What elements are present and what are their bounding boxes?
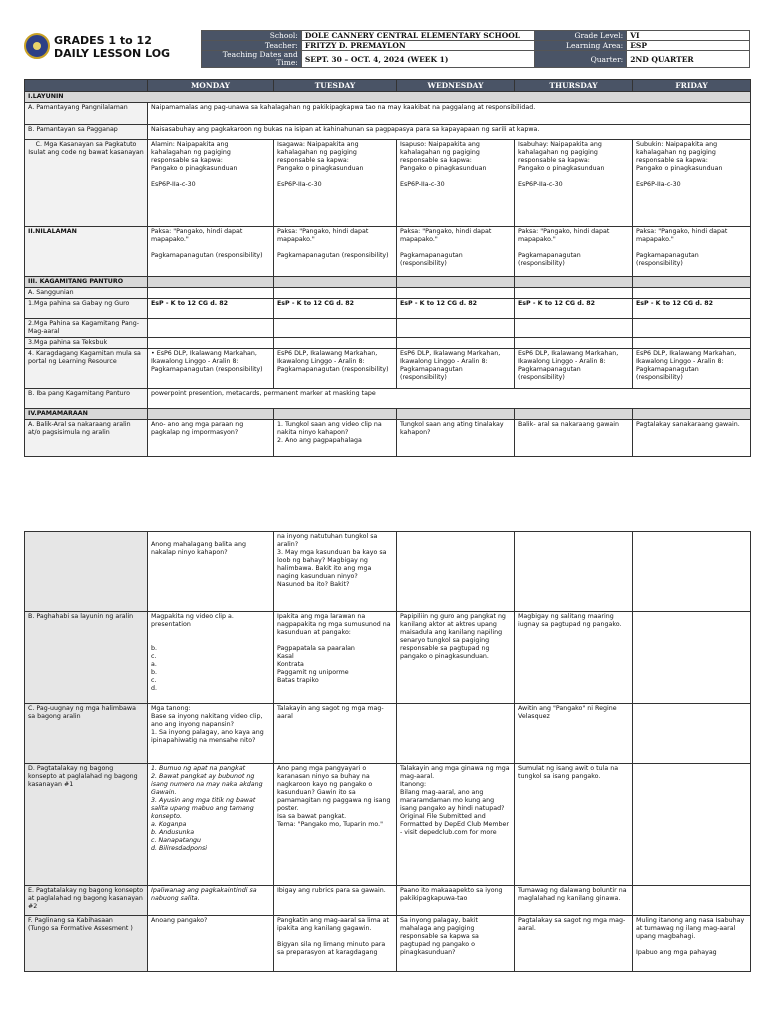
pag-uugnay-thursday: Awitin ang "Pangako" ni Regine Velasquez	[515, 704, 633, 764]
section-kagamitang-blank-5	[633, 277, 751, 288]
section-kagamitang-blank-4	[515, 277, 633, 288]
gabay-friday: EsP - K to 12 CG d. 82	[633, 299, 751, 319]
dates-value: SEPT. 30 – OCT. 4, 2024 (WEEK 1)	[301, 51, 535, 68]
sanggunian-blank-5	[633, 288, 751, 299]
pagtatalakay-2-friday	[633, 886, 751, 916]
balik-aral-cont-tuesday: na inyong natutuhan tungkol sa aralin? 3. May mga kasunduan ba kayo sa loob ng bahay? Magbigay ng halimbawa. Bakit ito ang mga naging kasunduan ninyo? Nasunod ba ito? Bakit?	[274, 532, 397, 612]
paglinang-thursday: Pagtalakay sa sagot ng mga mag-aaral.	[515, 916, 633, 972]
quarter-value: 2ND QUARTER	[627, 51, 750, 68]
area-value: ESP	[627, 41, 750, 51]
section-kagamitang-blank-2	[274, 277, 397, 288]
lr-wednesday: EsP6 DLP, Ikalawang Markahan, Ikawalong Linggo - Aralin 8: Pagkamapanagutan (responsibility)	[397, 349, 515, 389]
pagtatalakay-2-wednesday: Paano ito makaaapekto sa iyong pakikipagkapuwa-tao	[397, 886, 515, 916]
kagamitan-aaral-blank-4	[515, 319, 633, 338]
teacher-label: Teacher:	[202, 41, 302, 51]
paglinang-monday: Anoang pangako?	[148, 916, 274, 972]
area-label: Learning Area:	[535, 41, 627, 51]
sanggunian-blank-4	[515, 288, 633, 299]
paghahabi-thursday: Magbigay ng salitang maaring iugnay sa pagtupad ng pangako.	[515, 612, 633, 704]
row-label-iba-pang-kagamitan: B. Iba pang Kagamitang Panturo	[25, 389, 148, 409]
dates-label	[202, 51, 302, 68]
kasanayan-friday: Subukin: Naipapakita ang kahalagahan ng pagiging responsable sa kapwa: Pangako o pinagkasunduan EsP6P-IIa-c-30	[633, 140, 751, 227]
lesson-grid-page-2	[24, 531, 751, 972]
iba-pang-kagamitan-text: powerpoint presention, metacards, permanent marker at masking tape	[148, 389, 751, 409]
paghahabi-friday	[633, 612, 751, 704]
kasanayan-tuesday: Isagawa: Naipapakita ang kahalagahan ng pagiging responsable sa kapwa: Pangako o pinagkasunduan EsP6P-IIa-c-30	[274, 140, 397, 227]
kagamitan-aaral-blank-1	[148, 319, 274, 338]
kagamitan-aaral-blank-5	[633, 319, 751, 338]
grade-label: Grade Level:	[535, 31, 627, 41]
balik-aral-cont-wednesday	[397, 532, 515, 612]
kasanayan-wednesday: Isapuso: Naipapakita ang kahalagahan ng pagiging responsable sa kapwa: Pangako o pinagkasunduan EsP6P-IIa-c-30	[397, 140, 515, 227]
school-label: School:	[202, 31, 302, 41]
sanggunian-blank-3	[397, 288, 515, 299]
title-line-2: DAILY LESSON LOG	[54, 47, 171, 60]
sanggunian-blank-2	[274, 288, 397, 299]
section-kagamitang-blank-1	[148, 277, 274, 288]
balik-aral-tuesday: 1. Tungkol saan ang video clip na nakita ninyo kahapon? 2. Ano ang pagpapahalaga	[274, 420, 397, 457]
row-label-pagtatalakay-2: E. Pagtatalakay ng bagong konsepto at paglalahad ng bagong kasanayan #2	[25, 886, 148, 916]
pag-uugnay-monday: Mga tanong: Base sa inyong nakitang video clip, ano ang inyong napansin? 1. Sa inyong palagay, ano kaya ang ipinapahiwatig na mensahe nito?	[148, 704, 274, 764]
paglinang-tuesday: Pangkatin ang mag-aaral sa lima at ipakita ang kanilang gagawin. Bigyan sila ng limang minuto para sa preparasyon at karagdagang	[274, 916, 397, 972]
lr-friday: EsP6 DLP, Ikalawang Markahan, Ikawalong Linggo - Aralin 8: Pagkamapanagutan (responsibility)	[633, 349, 751, 389]
day-header-friday: FRIDAY	[633, 80, 751, 92]
paghahabi-monday: Magpakita ng video clip a. presentation b. c. a. b. c. d.	[148, 612, 274, 704]
kagamitan-aaral-blank-2	[274, 319, 397, 338]
nilalaman-tuesday: Paksa: "Pangako, hindi dapat mapapako." Pagkamapanagutan (responsibility)	[274, 227, 397, 277]
balik-aral-thursday: Balik- aral sa nakaraang gawain	[515, 420, 633, 457]
teacher-value: FRITZY D. PREMAYLON	[301, 41, 535, 51]
row-label-balik-aral-cont	[25, 532, 148, 612]
paghahabi-wednesday: Papipiliin ng guro ang pangkat ng kanilang aktor at aktres upang maisadula ang kanilang napiling senaryo tungkol sa pagiging responsable sa pagtupad ng pangako o pinagkasunduan.	[397, 612, 515, 704]
pagtatalakay-2-tuesday: Ibigay ang rubrics para sa gawain.	[274, 886, 397, 916]
section-pamamaraan-blank-4	[515, 409, 633, 420]
row-label-pagtatalakay-1: D. Pagtatalakay ng bagong konsepto at paglalahad ng bagong kasanayan #1	[25, 764, 148, 886]
school-value: DOLE CANNERY CENTRAL ELEMENTARY SCHOOL	[301, 31, 535, 41]
deped-seal-icon	[24, 33, 50, 59]
row-label-sanggunian: A. Sanggunian	[25, 288, 148, 299]
gabay-tuesday: EsP - K to 12 CG d. 82	[274, 299, 397, 319]
balik-aral-cont-monday: Anong mahalagang balita ang nakalap ninyo kahapon?	[148, 532, 274, 612]
nilalaman-wednesday: Paksa: "Pangako, hindi dapat mapapako." Pagkamapanagutan (responsibility)	[397, 227, 515, 277]
paglinang-friday: Muling itanong ang nasa Isabuhay at tumawag ng ilang mag-aaral upang magbahagi. Ipabuo ang mga pahayag	[633, 916, 751, 972]
row-label-pag-uugnay: C. Pag-uugnay ng mga halimbawa sa bagong aralin	[25, 704, 148, 764]
lr-monday: • EsP6 DLP, Ikalawang Markahan, Ikawalong Linggo - Aralin 8: Pagkamapanagutan (responsibility)	[148, 349, 274, 389]
section-pamamaraan-blank-2	[274, 409, 397, 420]
row-label-learning-resource: 4. Karagdagang Kagamitan mula sa portal ng Learning Resource	[25, 349, 148, 389]
document-title	[54, 34, 170, 60]
row-label-paghahabi: B. Paghahabi sa layunin ng aralin	[25, 612, 148, 704]
day-header-monday: MONDAY	[148, 80, 274, 92]
teksbuk-blank-2	[274, 338, 397, 349]
section-layunin: I.LAYUNIN	[25, 92, 751, 103]
pamantayan-pagganap-text: Naisasabuhay ang pagkakaroon ng bukas na isipan at kahinahunan sa pagpapasya para sa kapayapaan ng sarili at kapwa.	[148, 125, 751, 140]
teksbuk-blank-5	[633, 338, 751, 349]
pagtatalakay-1-wednesday: Talakayin ang mga ginawa ng mga mag-aaral. Itanong: Bilang mag-aaral, ano ang mararamdaman mo kung ang isang pangako ay hindi natupad? Original File Submitted and Formatted by DepEd Club Member - visit depedclub.com for more	[397, 764, 515, 886]
section-pamamaraan-blank-5	[633, 409, 751, 420]
row-label-nilalaman: II.NILALAMAN	[25, 227, 148, 277]
section-pamamaraan: IV.PAMAMARAAN	[25, 409, 148, 420]
balik-aral-friday: Pagtalakay sanakaraang gawain.	[633, 420, 751, 457]
teksbuk-blank-3	[397, 338, 515, 349]
dates-label-line2: Time:	[276, 58, 298, 67]
section-kagamitang-blank-3	[397, 277, 515, 288]
quarter-label: Quarter:	[535, 51, 627, 68]
kagamitan-aaral-blank-3	[397, 319, 515, 338]
pagtatalakay-1-friday	[633, 764, 751, 886]
lr-thursday: EsP6 DLP, Ikalawang Markahan, Ikawalong Linggo - Aralin 8: Pagkamapanagutan (responsibility)	[515, 349, 633, 389]
pamantayang-pangnilalaman-text: Naipamamalas ang pag-unawa sa kahalagahan ng pakikipagkapwa tao na may kaakibat na paggalang at responsibilidad.	[148, 103, 751, 125]
paghahabi-tuesday: Ipakita ang mga larawan na nagpapakita ng mga sumusunod na kasunduan at pangako: Pagpapatala sa paaralan Kasal Kontrata Paggamit ng uniporme Batas trapiko	[274, 612, 397, 704]
day-header-blank	[25, 80, 148, 92]
dates-label-line1: Teaching Dates and	[222, 50, 298, 59]
day-header-thursday: THURSDAY	[515, 80, 633, 92]
pagtatalakay-2-monday: Ipaliwanag ang pagkakaintindi sa nabuong salita.	[148, 886, 274, 916]
gabay-monday: EsP - K to 12 CG d. 82	[148, 299, 274, 319]
teksbuk-blank-4	[515, 338, 633, 349]
row-label-pamantayang-pangnilalaman: A. Pamantayang Pangnilalaman	[25, 103, 148, 125]
balik-aral-wednesday: Tungkol saan ang ating tinalakay kahapon?	[397, 420, 515, 457]
header-info-table	[201, 30, 750, 68]
row-label-paglinang: F. Paglinang sa Kabihasaan (Tungo sa Formative Assesment )	[25, 916, 148, 972]
nilalaman-monday: Paksa: "Pangako, hindi dapat mapapako." Pagkamapanagutan (responsibility)	[148, 227, 274, 277]
gabay-thursday: EsP - K to 12 CG d. 82	[515, 299, 633, 319]
day-header-wednesday: WEDNESDAY	[397, 80, 515, 92]
row-label-pamantayan-pagganap: B. Pamantayan sa Pagganap	[25, 125, 148, 140]
pag-uugnay-friday	[633, 704, 751, 764]
pagtatalakay-2-thursday: Tumawag ng dalawang boluntir na maglalahad ng kanilang ginawa.	[515, 886, 633, 916]
row-label-gabay-guro: 1.Mga pahina sa Gabay ng Guro	[25, 299, 148, 319]
sanggunian-blank-1	[148, 288, 274, 299]
row-label-kasanayan: C. Mga Kasanayan sa Pagkatuto Isulat ang code ng bawat kasanayan	[25, 140, 148, 227]
pag-uugnay-wednesday	[397, 704, 515, 764]
lesson-log-header	[24, 30, 750, 74]
lr-tuesday: EsP6 DLP, Ikalawang Markahan, Ikawalong Linggo - Aralin 8: Pagkamapanagutan (responsibility)	[274, 349, 397, 389]
pagtatalakay-1-tuesday: Ano pang mga pangyayari o karanasan ninyo sa buhay na nagkaroon kayo ng pangako o kasunduan? Gawin ito sa pamamagitan ng paggawa ng isang poster. Isa sa bawat pangkat. Tema: "Pangako mo, Tuparin mo."	[274, 764, 397, 886]
pagtatalakay-1-thursday: Sumulat ng isang awit o tula na tungkol sa isang pangako.	[515, 764, 633, 886]
kasanayan-thursday: Isabuhay: Naipapakita ang kahalagahan ng pagiging responsable sa kapwa: Pangako o pinagkasunduan EsP6P-IIa-c-30	[515, 140, 633, 227]
balik-aral-monday: Ano- ano ang mga paraan ng pagkalap ng impormasyon?	[148, 420, 274, 457]
gabay-wednesday: EsP - K to 12 CG d. 82	[397, 299, 515, 319]
teksbuk-blank-1	[148, 338, 274, 349]
day-header-tuesday: TUESDAY	[274, 80, 397, 92]
row-label-kagamitang-mag-aaral: 2.Mga Pahina sa Kagamitang Pang-Mag-aaral	[25, 319, 148, 338]
lesson-grid-page-1	[24, 79, 751, 457]
nilalaman-thursday: Paksa: "Pangako, hindi dapat mapapako." Pagkamapanagutan (responsibility)	[515, 227, 633, 277]
row-label-teksbuk: 3.Mga pahina sa Teksbuk	[25, 338, 148, 349]
section-pamamaraan-blank-3	[397, 409, 515, 420]
kasanayan-monday: Alamin: Naipapakita ang kahalagahan ng pagiging responsable sa kapwa: Pangako o pinagkasunduan EsP6P-IIa-c-30	[148, 140, 274, 227]
balik-aral-cont-thursday	[515, 532, 633, 612]
pagtatalakay-1-monday: 1. Bumuo ng apat na pangkat 2. Bawat pangkat ay bubunot ng isang numero na may naka akdang Gawain. 3. Ayusin ang mga titik ng bawat salita upang mabuo ang tamang konsepto. a. Koganpa b. Andusunka c. Nanapatangu d. Biliresdadponsi	[148, 764, 274, 886]
balik-aral-cont-friday	[633, 532, 751, 612]
pag-uugnay-tuesday: Talakayin ang sagot ng mga mag-aaral	[274, 704, 397, 764]
grade-value: VI	[627, 31, 750, 41]
section-kagamitang-panturo: III. KAGAMITANG PANTURO	[25, 277, 148, 288]
section-pamamaraan-blank-1	[148, 409, 274, 420]
nilalaman-friday: Paksa: "Pangako, hindi dapat mapapako." Pagkamapanagutan (responsibility)	[633, 227, 751, 277]
title-line-1: GRADES 1 to 12	[54, 34, 152, 47]
paglinang-wednesday: Sa inyong palagay, bakit mahalaga ang pagiging responsable sa kapwa sa pagtupad ng pangako o pinagkasunduan?	[397, 916, 515, 972]
row-label-balik-aral: A. Balik-Aral sa nakaraang aralin at/o pagsisimula ng aralin	[25, 420, 148, 457]
